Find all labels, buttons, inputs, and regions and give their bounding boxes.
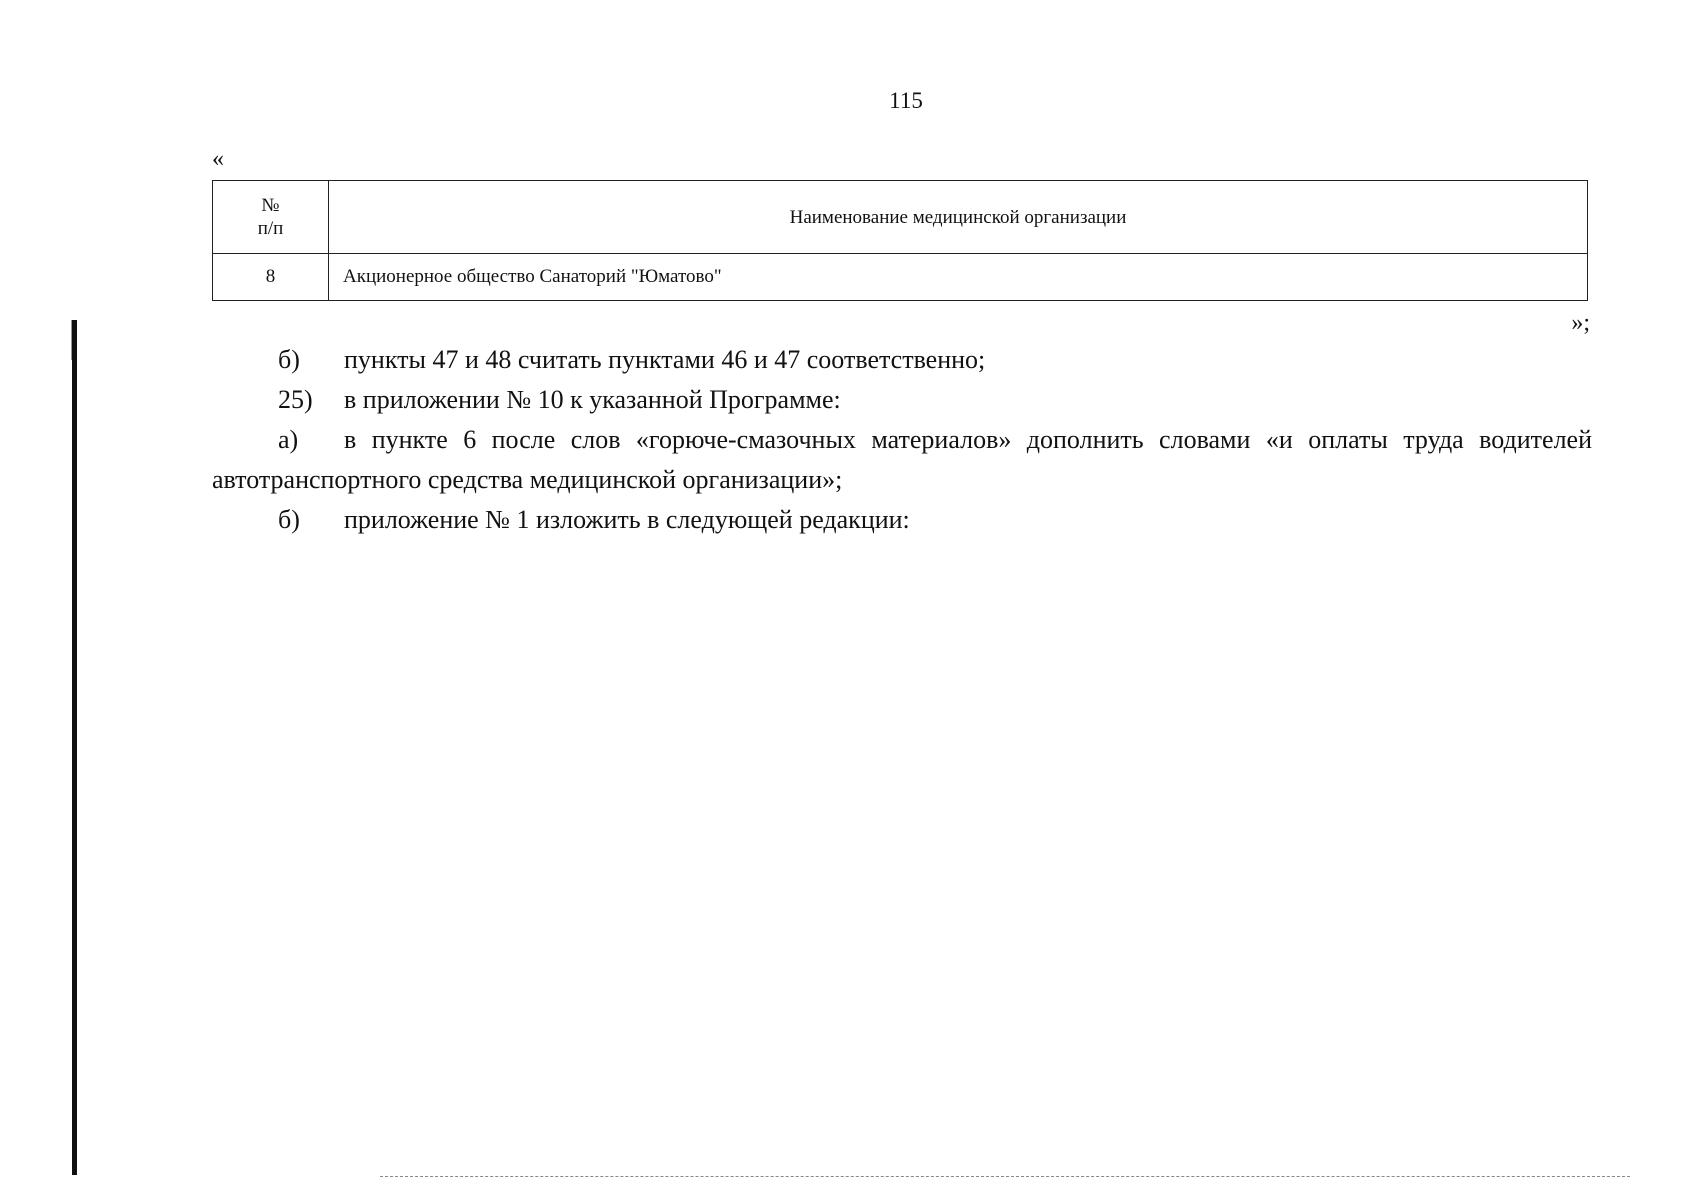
header-name-column: Наименование медицинской организации [329,181,1588,254]
table-row [213,254,1588,301]
row-name-cell: Акционерное общество Санаторий "Юматово" [329,254,1588,301]
table-header-row [213,181,1588,254]
paragraph-text: приложение № 1 изложить в следующей редакции: [344,505,910,534]
paragraph-text: в пункте 6 после слов «горюче-смазочных материалов» дополнить словами «и оплаты труда водителей автотранспортного средства медицинской организации»; [212,425,1592,494]
paragraph-b-appendix1 [212,500,1592,540]
header-number-pp: п/п [257,218,284,239]
paragraph-marker: б) [278,505,300,534]
paragraph-a-point6 [212,420,1592,500]
paragraph-marker: 25) [278,385,313,414]
header-number-symbol: № [261,195,280,216]
paragraph-marker: а) [278,425,299,454]
document-body [212,340,1592,540]
scan-margin-edge [71,320,72,360]
header-number-column [213,181,329,254]
paragraph-text: пункты 47 и 48 считать пунктами 46 и 47 соответственно; [344,345,986,374]
page-number: 115 [889,88,923,113]
paragraph-text: в приложении № 10 к указанной Программе: [344,385,841,414]
scan-margin-bar [72,320,77,1175]
table-open-quote: « [212,146,224,172]
paragraph-marker: б) [278,345,300,374]
scan-bottom-line [380,1176,1630,1177]
row-number-cell: 8 [213,254,329,301]
table-close-quote: »; [1571,310,1590,336]
medical-organization-table [212,180,1588,301]
paragraph-b-items [212,340,1592,380]
paragraph-25-appendix [212,380,1592,420]
